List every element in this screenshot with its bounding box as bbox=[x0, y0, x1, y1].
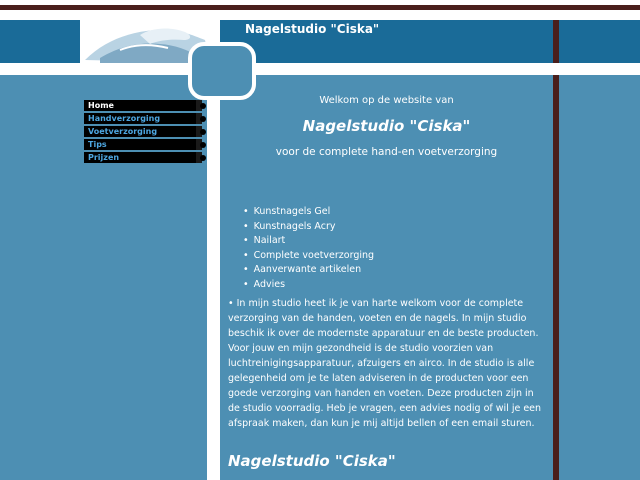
nav-item-prijzen[interactable] bbox=[84, 152, 202, 163]
nav-label: Handverzorging bbox=[88, 114, 161, 123]
footer-title: Nagelstudio "Ciska" bbox=[228, 452, 396, 470]
vertical-separator bbox=[207, 75, 220, 480]
decorative-notch bbox=[188, 42, 256, 100]
bullet-icon bbox=[200, 142, 206, 148]
header-left-block bbox=[0, 20, 80, 63]
page-title: Nagelstudio "Ciska" bbox=[302, 117, 471, 135]
nav-label: Prijzen bbox=[88, 153, 120, 162]
nav-item-home[interactable] bbox=[84, 100, 202, 111]
list-item: • Complete voetverzorging bbox=[243, 249, 374, 264]
nav-item-tips[interactable] bbox=[84, 139, 202, 150]
left-margin-panel bbox=[0, 75, 80, 480]
site-title: Nagelstudio "Ciska" bbox=[245, 22, 380, 36]
bullet-icon bbox=[200, 116, 206, 122]
page-subtitle: voor de complete hand-en voetverzorging bbox=[275, 146, 498, 158]
intro-paragraph: • In mijn studio heet ik je van harte welkom voor de complete verzorging van de handen, voeten en de nagels. In mijn studio beschik ik over de modernste apparatuur en de beste producten. Voor jouw en mijn gezondheid is de studio voorzien van luchtreinigingsapparatuur, afzuigers en airco. In de studio is alle gelegenheid om je te laten adviseren in de producten voor een goede verzorging van handen en voeten. Deze producten zijn in de studio voorradig. Heb je vragen, een advies nodig of wil je een afspraak maken, dan kun je mij altijd bellen of een email sturen. bbox=[228, 298, 542, 429]
nav-item-handverzorging[interactable] bbox=[84, 113, 202, 124]
bullet-icon bbox=[200, 155, 206, 161]
bullet-icon bbox=[200, 103, 206, 109]
services-list bbox=[243, 205, 374, 292]
nav-label: Voetverzorging bbox=[88, 127, 158, 136]
list-item: • Kunstnagels Acry bbox=[243, 220, 374, 235]
nav-label: Home bbox=[88, 101, 114, 110]
list-item: • Advies bbox=[243, 278, 374, 293]
welcome-text: Welkom op de website van bbox=[319, 95, 454, 106]
nav-label: Tips bbox=[88, 140, 107, 149]
right-margin-panel bbox=[559, 75, 640, 480]
list-item: • Kunstnagels Gel bbox=[243, 205, 374, 220]
list-item: • Aanverwante artikelen bbox=[243, 263, 374, 278]
nav-item-voetverzorging[interactable] bbox=[84, 126, 202, 137]
top-border bbox=[0, 5, 640, 10]
bullet-icon bbox=[200, 129, 206, 135]
header-right-block bbox=[559, 20, 640, 63]
list-item: • Nailart bbox=[243, 234, 374, 249]
main-nav bbox=[84, 100, 202, 165]
